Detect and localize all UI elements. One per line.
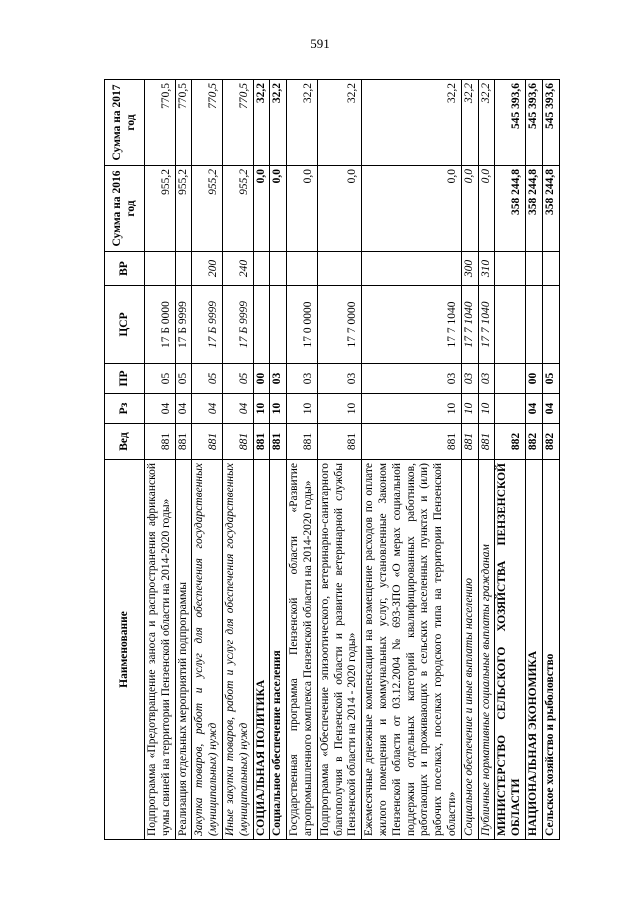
cell-csr: [525, 286, 542, 364]
cell-vr: [145, 252, 176, 286]
cell-csr: 17 Б 0000: [145, 286, 176, 364]
cell-ved: 882: [495, 424, 526, 460]
cell-rz: 10: [270, 394, 287, 424]
cell-rz: 04: [192, 394, 223, 424]
cell-name: Государственная программа Пензенской области «Развитие агропромышленного комплекса Пензенской области на 2014-2020 годы»: [287, 460, 318, 840]
cell-vr: 240: [222, 252, 253, 286]
cell-csr: 17 7 1040: [362, 286, 462, 364]
cell-sum-2017: 770,5: [222, 80, 253, 166]
cell-vr: [525, 252, 542, 286]
cell-sum-2016: 0,0: [270, 166, 287, 252]
cell-sum-2016: 0,0: [317, 166, 361, 252]
cell-sum-2016: 358 244,8: [525, 166, 542, 252]
cell-ved: 881: [192, 424, 223, 460]
cell-ved: 881: [362, 424, 462, 460]
cell-csr: 17 Б 9999: [192, 286, 223, 364]
cell-vr: 300: [461, 252, 478, 286]
cell-csr: 17 7 0000: [317, 286, 361, 364]
cell-sum-2017: 32,2: [270, 80, 287, 166]
cell-sum-2016: 0,0: [287, 166, 318, 252]
cell-sum-2016: 358 244,8: [542, 166, 559, 252]
cell-name: Подпрограмма «Обеспечение эпизоотического, ветеринарно-санитарного благополучия в Пензенской области и развитие ветеринарной службы Пензенской области на 2014 - 2020 годы»: [317, 460, 361, 840]
header-pr: ПР: [105, 364, 145, 394]
cell-sum-2017: 545 393,6: [495, 80, 526, 166]
cell-pr: [495, 364, 526, 394]
cell-pr: 03: [317, 364, 361, 394]
cell-sum-2017: 545 393,6: [525, 80, 542, 166]
cell-csr: 17 0 0000: [287, 286, 318, 364]
cell-csr: 17 7 1040: [461, 286, 478, 364]
cell-name: СОЦИАЛЬНАЯ ПОЛИТИКА: [253, 460, 270, 840]
cell-ved: 881: [270, 424, 287, 460]
cell-pr: 03: [270, 364, 287, 394]
cell-ved: 881: [253, 424, 270, 460]
cell-name: Публичные нормативные социальные выплаты гражданам: [478, 460, 495, 840]
cell-pr: 05: [542, 364, 559, 394]
cell-rz: 04: [525, 394, 542, 424]
table-row: [461, 80, 478, 840]
cell-pr: 05: [222, 364, 253, 394]
cell-name: Реализация отдельных мероприятий подпрограммы: [175, 460, 192, 840]
table-row: [270, 80, 287, 840]
cell-vr: [362, 252, 462, 286]
table-row: [222, 80, 253, 840]
cell-pr: 05: [145, 364, 176, 394]
cell-csr: [270, 286, 287, 364]
cell-ved: 881: [461, 424, 478, 460]
cell-rz: [495, 394, 526, 424]
table-row: [192, 80, 223, 840]
cell-rz: 04: [542, 394, 559, 424]
cell-vr: 310: [478, 252, 495, 286]
cell-ved: 881: [478, 424, 495, 460]
cell-ved: 881: [145, 424, 176, 460]
cell-csr: [253, 286, 270, 364]
cell-rz: 10: [362, 394, 462, 424]
cell-rz: 04: [175, 394, 192, 424]
cell-vr: 200: [192, 252, 223, 286]
cell-name: Социальное обеспечение и иные выплаты населению: [461, 460, 478, 840]
header-sum-2016: Сумма на 2016 год: [105, 166, 145, 252]
header-ved: Вед: [105, 424, 145, 460]
cell-rz: 10: [287, 394, 318, 424]
cell-pr: 00: [525, 364, 542, 394]
cell-ved: 882: [525, 424, 542, 460]
table-row: [495, 80, 526, 840]
cell-vr: [270, 252, 287, 286]
cell-ved: 881: [287, 424, 318, 460]
cell-sum-2016: 0,0: [253, 166, 270, 252]
header-csr: ЦСР: [105, 286, 145, 364]
cell-vr: [495, 252, 526, 286]
cell-pr: 05: [192, 364, 223, 394]
cell-csr: [542, 286, 559, 364]
table-row: [287, 80, 318, 840]
page-number: 591: [310, 36, 330, 51]
cell-csr: [495, 286, 526, 364]
cell-name: Подпрограмма «Предотвращение заноса и распространения африканской чумы свиней на территории Пензенской области на 2014-2020 годы»: [145, 460, 176, 840]
cell-csr: 17 Б 9999: [175, 286, 192, 364]
cell-csr: 17 Б 9999: [222, 286, 253, 364]
cell-vr: [175, 252, 192, 286]
cell-ved: 881: [222, 424, 253, 460]
table-row: [525, 80, 542, 840]
cell-sum-2016: 955,2: [222, 166, 253, 252]
cell-sum-2017: 32,2: [287, 80, 318, 166]
cell-sum-2016: 0,0: [478, 166, 495, 252]
table-row: [542, 80, 559, 840]
rotated-table-container: [104, 80, 556, 840]
cell-sum-2017: 770,5: [175, 80, 192, 166]
cell-pr: 03: [461, 364, 478, 394]
cell-vr: [317, 252, 361, 286]
table-row: [317, 80, 361, 840]
cell-sum-2017: 32,2: [253, 80, 270, 166]
cell-vr: [253, 252, 270, 286]
cell-pr: 03: [478, 364, 495, 394]
cell-ved: 881: [175, 424, 192, 460]
cell-rz: 10: [253, 394, 270, 424]
cell-sum-2016: 955,2: [192, 166, 223, 252]
cell-ved: 882: [542, 424, 559, 460]
cell-sum-2017: 770,5: [145, 80, 176, 166]
cell-rz: 10: [478, 394, 495, 424]
cell-rz: 04: [222, 394, 253, 424]
cell-name: МИНИСТЕРСТВО СЕЛЬСКОГО ХОЗЯЙСТВА ПЕНЗЕНСКОЙ ОБЛАСТИ: [495, 460, 526, 840]
cell-vr: [542, 252, 559, 286]
cell-sum-2017: 545 393,6: [542, 80, 559, 166]
table-row: [253, 80, 270, 840]
cell-sum-2016: 0,0: [461, 166, 478, 252]
cell-pr: 00: [253, 364, 270, 394]
cell-pr: 05: [175, 364, 192, 394]
cell-sum-2017: 770,5: [192, 80, 223, 166]
cell-sum-2016: 358 244,8: [495, 166, 526, 252]
table-row: [362, 80, 462, 840]
cell-pr: 03: [287, 364, 318, 394]
cell-sum-2016: 955,2: [175, 166, 192, 252]
header-sum-2017: Сумма на 2017 год: [105, 80, 145, 166]
cell-name: Закупка товаров, работ и услуг для обеспечения государственных (муниципальных) нужд: [192, 460, 223, 840]
cell-vr: [287, 252, 318, 286]
cell-csr: 17 7 1040: [478, 286, 495, 364]
budget-table: [104, 79, 560, 840]
cell-sum-2017: 32,2: [461, 80, 478, 166]
cell-sum-2016: 0,0: [362, 166, 462, 252]
cell-sum-2017: 32,2: [362, 80, 462, 166]
cell-ved: 881: [317, 424, 361, 460]
header-rz: Рз: [105, 394, 145, 424]
cell-sum-2017: 32,2: [478, 80, 495, 166]
cell-name: НАЦИОНАЛЬНАЯ ЭКОНОМИКА: [525, 460, 542, 840]
table-row: [175, 80, 192, 840]
cell-rz: 04: [145, 394, 176, 424]
cell-name: Сельское хозяйство и рыболовство: [542, 460, 559, 840]
cell-rz: 10: [317, 394, 361, 424]
cell-name: Ежемесячные денежные компенсации на возмещение расходов по оплате жилого помещения и коммунальных услуг, установленные Законом Пензенской области от 03.12.2004 № 693-ЗПО «О мерах социальной поддержки отдельных категорий квалифицированных работников, работающих и проживающих в сельских населенных пунктах и (или) рабочих поселках, поселках городского типа на территории Пензенской области»: [362, 460, 462, 840]
cell-sum-2016: 955,2: [145, 166, 176, 252]
table-header-row: [105, 80, 145, 840]
cell-sum-2017: 32,2: [317, 80, 361, 166]
header-vr: ВР: [105, 252, 145, 286]
cell-rz: 10: [461, 394, 478, 424]
cell-name: Социальное обеспечение населения: [270, 460, 287, 840]
cell-name: Иные закупки товаров, работ и услуг для обеспечения государственных (муниципальных) нужд: [222, 460, 253, 840]
cell-pr: 03: [362, 364, 462, 394]
table-row: [478, 80, 495, 840]
table-row: [145, 80, 176, 840]
header-name: Наименование: [105, 460, 145, 840]
